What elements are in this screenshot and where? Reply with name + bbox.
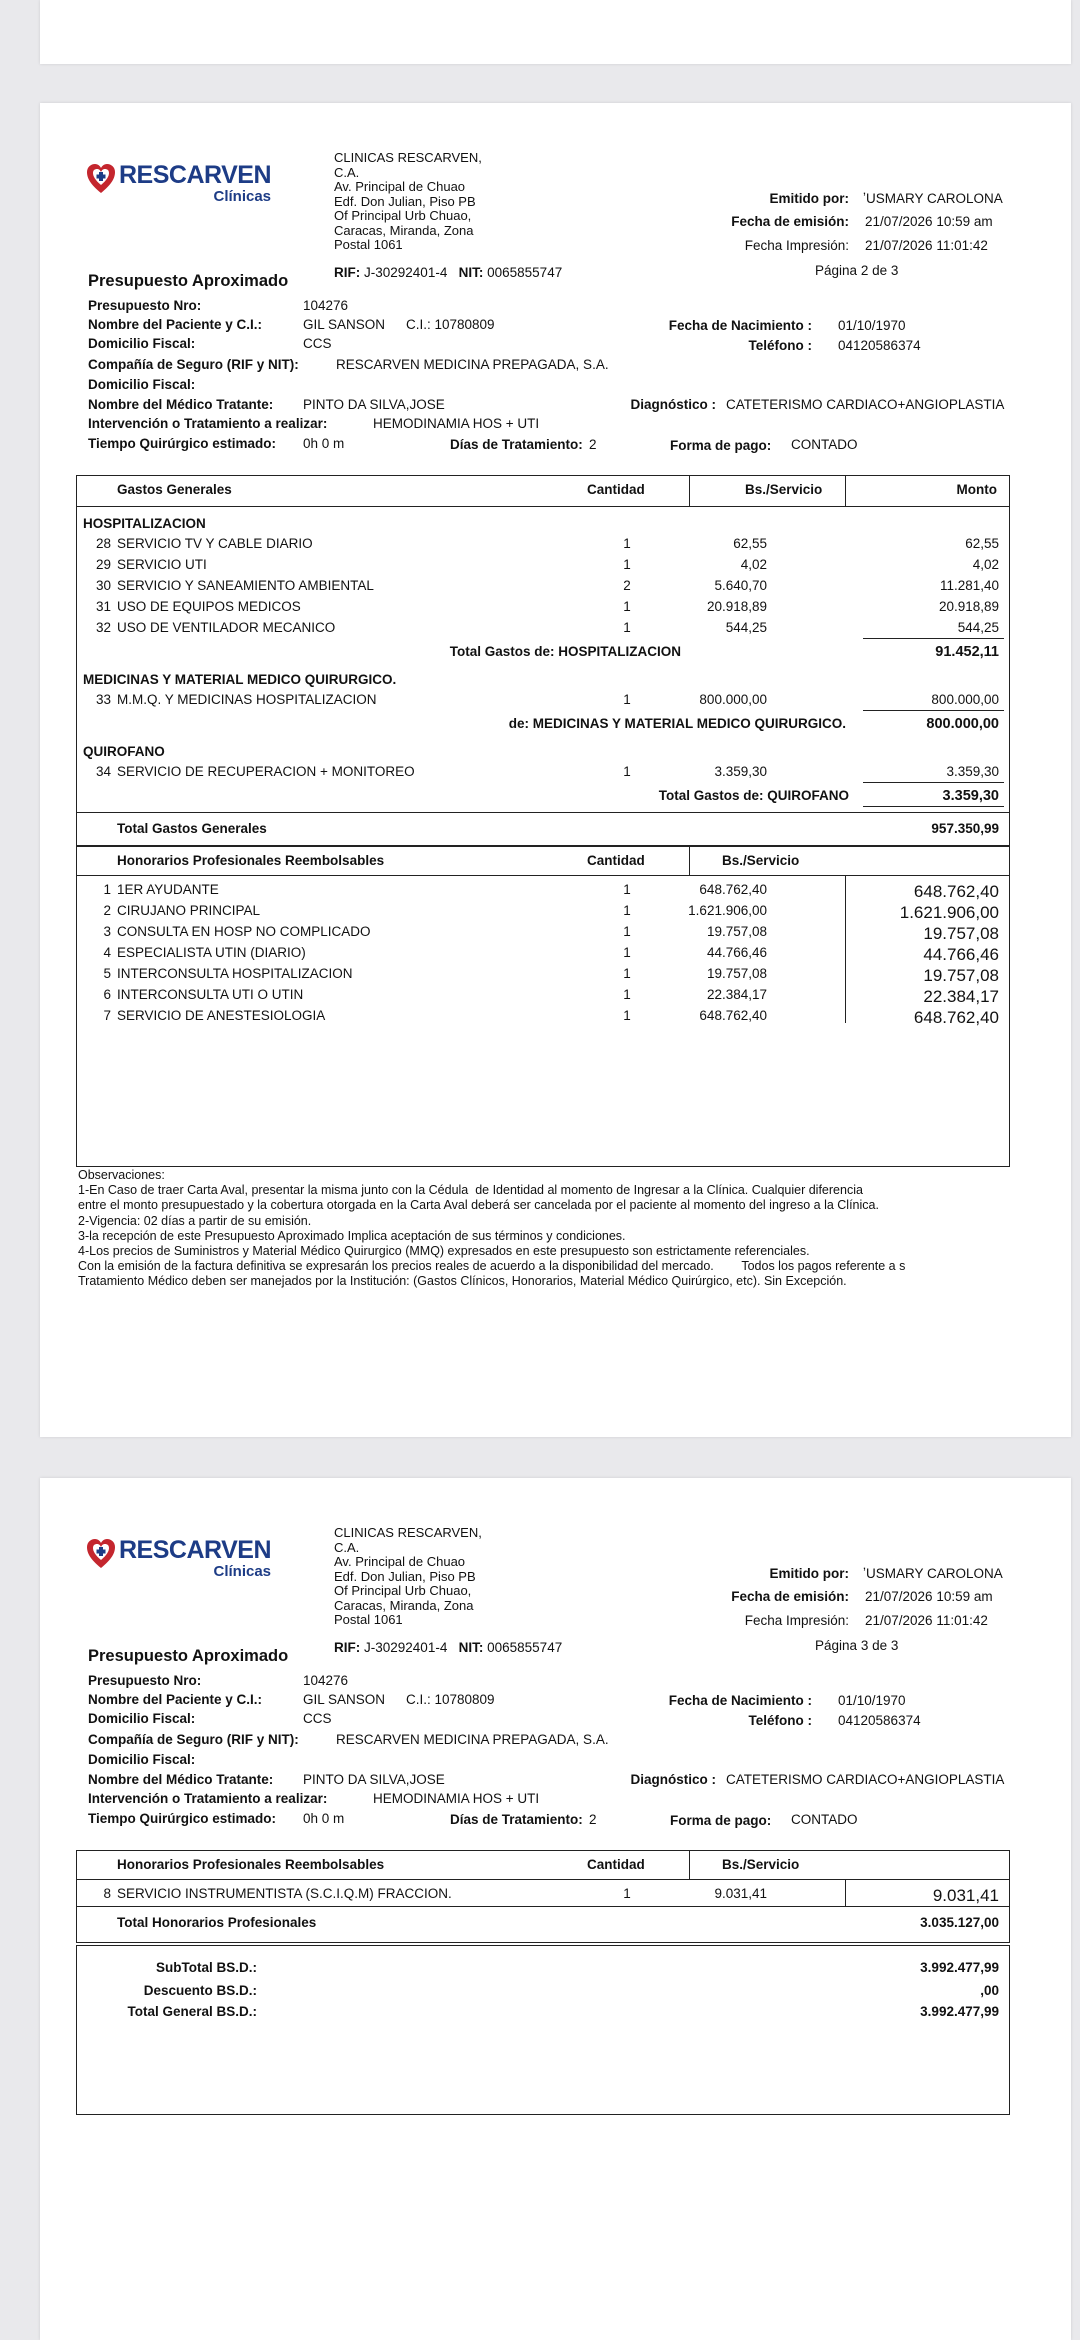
header-cantidad: Cantidad <box>587 1857 645 1872</box>
header-cantidad: Cantidad <box>587 853 645 868</box>
value-nacimiento: 01/10/1970 <box>838 1693 906 1708</box>
table-row: 8 SERVICIO INSTRUMENTISTA (S.C.I.Q.M) FRACCION. 1 9.031,41 9.031,41 <box>103 1886 999 1905</box>
value-tiempo: 0h 0 m <box>303 1811 345 1826</box>
value-seguro: RESCARVEN MEDICINA PREPAGADA, S.A. <box>336 357 609 372</box>
label-seguro: Compañía de Seguro (RIF y NIT): <box>88 1732 299 1747</box>
value-pago: CONTADO <box>791 437 858 452</box>
value-pago: CONTADO <box>791 1812 858 1827</box>
logo-name: RESCARVEN <box>119 1536 272 1564</box>
company-rif: RIF: J-30292401-4 NIT: 0065855747 <box>334 1640 563 1655</box>
table-row: 31 USO DE EQUIPOS MEDICOS 1 20.918,89 20.918,89 <box>95 599 999 614</box>
company-address: CLINICAS RESCARVEN, C.A. Av. Principal de Chuao Edf. Don Julian, Piso PB Of Principal Urb Chuao, Caracas, Miranda, Zona Postal 1061 <box>334 1525 482 1627</box>
label-nro: Presupuesto Nro: <box>88 1673 202 1688</box>
header-honorarios-desc: Honorarios Profesionales Reembolsables <box>117 853 385 868</box>
label-tiempo: Tiempo Quirúrgico estimado: <box>88 436 277 451</box>
value-tiempo: 0h 0 m <box>303 436 345 451</box>
value-domicilio: CCS <box>303 336 332 351</box>
fecha-impresion-label: Fecha Impresión: <box>744 238 849 253</box>
header-bs: Bs./Servicio <box>745 482 823 497</box>
header-bs: Bs./Servicio <box>722 853 800 868</box>
company-rif: RIF: J-30292401-4 NIT: 0065855747 <box>334 265 563 280</box>
fecha-emision-label: Fecha de emisión: <box>731 1589 849 1604</box>
honorarios-header <box>77 853 1009 871</box>
label-diagnostico: Diagnóstico : <box>630 1772 716 1787</box>
totals-table <box>76 1945 1010 2115</box>
table-row: 6 INTERCONSULTA UTI O UTIN 1 22.384,17 22.384,17 <box>103 987 999 1006</box>
label-dias: Días de Tratamiento: <box>450 437 583 452</box>
honorarios-table-p3 <box>76 1850 1010 1943</box>
value-nro: 104276 <box>303 1673 349 1688</box>
logo-heart-icon <box>86 1538 116 1570</box>
table-row: 4 ESPECIALISTA UTIN (DIARIO) 1 44.766,46 44.766,46 <box>103 945 999 964</box>
label-dias: Días de Tratamiento: <box>450 1812 583 1827</box>
honorarios-table <box>76 846 1010 1167</box>
value-nombre: GIL SANSON <box>303 1692 386 1707</box>
label-domicilio: Domicilio Fiscal: <box>88 336 196 351</box>
label-pago: Forma de pago: <box>670 438 772 453</box>
header-bs: Bs./Servicio <box>722 1857 800 1872</box>
section-total: Total Gastos de: HOSPITALIZACION 91.452,11 <box>449 644 999 660</box>
company-logo <box>86 163 271 204</box>
logo-name: RESCARVEN <box>119 161 272 189</box>
total-gastos-generales: Total Gastos Generales 957.350,99 <box>117 821 999 836</box>
value-nombre: GIL SANSON <box>303 317 386 332</box>
gastos-table <box>76 475 1010 846</box>
table-row: 2 CIRUJANO PRINCIPAL 1 1.621.906,00 1.621.906,00 <box>103 903 999 922</box>
label-intervencion: Intervención o Tratamiento a realizar: <box>88 416 328 431</box>
section-title: HOSPITALIZACION <box>83 516 206 531</box>
label-nro: Presupuesto Nro: <box>88 298 202 313</box>
value-intervencion: HEMODINAMIA HOS + UTI <box>373 416 540 431</box>
page-number: Página 3 de 3 <box>815 1638 899 1653</box>
honorarios-header <box>77 1857 1009 1875</box>
emitido-label: Emitido por: <box>769 1566 849 1581</box>
table-row: 1 1ER AYUDANTE 1 648.762,40 648.762,40 <box>103 882 999 901</box>
page-1-bottom <box>40 0 1071 64</box>
label-intervencion: Intervención o Tratamiento a realizar: <box>88 1791 328 1806</box>
table-row: 34 SERVICIO DE RECUPERACION + MONITOREO 1 3.359,30 3.359,30 <box>95 764 999 779</box>
table-row: 3 CONSULTA EN HOSP NO COMPLICADO 1 19.757,08 19.757,08 <box>103 924 999 943</box>
label-nombre: Nombre del Paciente y C.I.: <box>88 317 263 332</box>
value-seguro: RESCARVEN MEDICINA PREPAGADA, S.A. <box>336 1732 609 1747</box>
total-honorarios: Total Honorarios Profesionales 3.035.127,00 <box>117 1915 999 1930</box>
page-number: Página 2 de 3 <box>815 263 899 278</box>
section-title: MEDICINAS Y MATERIAL MEDICO QUIRURGICO. <box>83 672 397 687</box>
doc-title: Presupuesto Aproximado <box>88 1647 289 1665</box>
value-nro: 104276 <box>303 298 349 313</box>
logo-subtitle: Clínicas <box>213 1563 272 1580</box>
label-medico: Nombre del Médico Tratante: <box>88 1772 274 1787</box>
fecha-impresion-value: 21/07/2026 11:01:42 <box>865 238 988 253</box>
emitido-label: Emitido por: <box>769 191 849 206</box>
label-tiempo: Tiempo Quirúrgico estimado: <box>88 1811 277 1826</box>
section-total: Total Gastos de: QUIROFANO 3.359,30 <box>658 788 999 804</box>
label-nombre: Nombre del Paciente y C.I.: <box>88 1692 263 1707</box>
label-domicilio: Domicilio Fiscal: <box>88 1711 196 1726</box>
label-telefono: Teléfono : <box>748 338 812 353</box>
label-domicilio-2: Domicilio Fiscal: <box>88 377 196 392</box>
value-telefono: 04120586374 <box>838 338 921 353</box>
label-diagnostico: Diagnóstico : <box>630 397 716 412</box>
header-gastos-desc: Gastos Generales <box>117 482 232 497</box>
value-medico: PINTO DA SILVA,JOSE <box>303 397 445 412</box>
section-title: QUIROFANO <box>83 744 165 759</box>
label-telefono: Teléfono : <box>748 1713 812 1728</box>
value-diagnostico: CATETERISMO CARDIACO+ANGIOPLASTIA <box>726 397 1005 412</box>
subtotal-row: SubTotal BS.D.: 3.992.477,99 <box>156 1960 999 1975</box>
value-dias: 2 <box>589 1812 597 1827</box>
table-row: 7 SERVICIO DE ANESTESIOLOGIA 1 648.762,40 648.762,40 <box>103 1008 999 1027</box>
descuento-row: Descuento BS.D.: ,00 <box>143 1983 999 1998</box>
header-honorarios-desc: Honorarios Profesionales Reembolsables <box>117 1857 385 1872</box>
label-pago: Forma de pago: <box>670 1813 772 1828</box>
label-nacimiento: Fecha de Nacimiento : <box>668 1693 812 1708</box>
logo-heart-icon <box>86 163 116 195</box>
value-diagnostico: CATETERISMO CARDIACO+ANGIOPLASTIA <box>726 1772 1005 1787</box>
emitido-value: ʼUSMARY CAROLONA <box>863 1566 1003 1581</box>
emitido-value: ʼUSMARY CAROLONA <box>863 191 1003 206</box>
value-dias: 2 <box>589 437 597 452</box>
section-total: de: MEDICINAS Y MATERIAL MEDICO QUIRURGICO. 800.000,00 <box>508 716 999 732</box>
doc-title: Presupuesto Aproximado <box>88 272 289 290</box>
table-row: 28 SERVICIO TV Y CABLE DIARIO 1 62,55 62,55 <box>95 536 999 551</box>
value-ci: C.I.: 10780809 <box>406 317 495 332</box>
fecha-impresion-label: Fecha Impresión: <box>744 1613 849 1628</box>
logo-subtitle: Clínicas <box>213 188 272 205</box>
value-telefono: 04120586374 <box>838 1713 921 1728</box>
label-domicilio-2: Domicilio Fiscal: <box>88 1752 196 1767</box>
total-general-row: Total General BS.D.: 3.992.477,99 <box>127 2004 999 2019</box>
fecha-emision-label: Fecha de emisión: <box>731 214 849 229</box>
gastos-header <box>77 482 1009 500</box>
header-monto: Monto <box>956 482 997 497</box>
label-seguro: Compañía de Seguro (RIF y NIT): <box>88 357 299 372</box>
table-row: 30 SERVICIO Y SANEAMIENTO AMBIENTAL 2 5.640,70 11.281,40 <box>95 578 999 593</box>
page-3 <box>40 1478 1071 2340</box>
table-row: 33 M.M.Q. Y MEDICINAS HOSPITALIZACION 1 800.000,00 800.000,00 <box>95 692 999 707</box>
value-intervencion: HEMODINAMIA HOS + UTI <box>373 1791 540 1806</box>
fecha-emision-value: 21/07/2026 10:59 am <box>865 1589 993 1604</box>
page-2 <box>40 103 1071 1437</box>
value-medico: PINTO DA SILVA,JOSE <box>303 1772 445 1787</box>
header-cantidad: Cantidad <box>587 482 645 497</box>
value-nacimiento: 01/10/1970 <box>838 318 906 333</box>
label-medico: Nombre del Médico Tratante: <box>88 397 274 412</box>
fecha-emision-value: 21/07/2026 10:59 am <box>865 214 993 229</box>
table-row: 5 INTERCONSULTA HOSPITALIZACION 1 19.757,08 19.757,08 <box>103 966 999 985</box>
fecha-impresion-value: 21/07/2026 11:01:42 <box>865 1613 988 1628</box>
company-address: CLINICAS RESCARVEN, C.A. Av. Principal de Chuao Edf. Don Julian, Piso PB Of Principal Urb Chuao, Caracas, Miranda, Zona Postal 1061 <box>334 150 482 252</box>
value-domicilio: CCS <box>303 1711 332 1726</box>
observaciones: Observaciones: 1-En Caso de traer Carta Aval, presentar la misma junto con la Cédula de Identidad al momento de Ingresar a la Clínica. Cualquier diferencia entre el monto presupuestado y la cobertura otorgada en la Carta Aval deberá ser cancelada por el paciente al momento del ingreso a la Clínica. 2-Vigencia: 02 días a partir de su emisión. 3-la recepción de este Presupuesto Aproximado Implica aceptación de sus términos y condiciones. 4-Los precios de Suministros y Material Médico Quirurgico (MMQ) expresados en este presupuesto son estrictamente referenciales. Con la emisión de la factura definitiva se expresarán los precios reales de acuerdo a la disponibilidad del mercado. Todos los pagos referente a s Tratamiento Médico deben ser manejados por la Institución: (Gastos Clínicos, Honorarios, Material Médico Quirúrgico, etc). Sin Excepción. <box>78 1168 906 1289</box>
company-logo <box>86 1538 271 1579</box>
table-row: 32 USO DE VENTILADOR MECANICO 1 544,25 544,25 <box>95 620 999 635</box>
label-nacimiento: Fecha de Nacimiento : <box>668 318 812 333</box>
value-ci: C.I.: 10780809 <box>406 1692 495 1707</box>
table-row: 29 SERVICIO UTI 1 4,02 4,02 <box>95 557 999 572</box>
